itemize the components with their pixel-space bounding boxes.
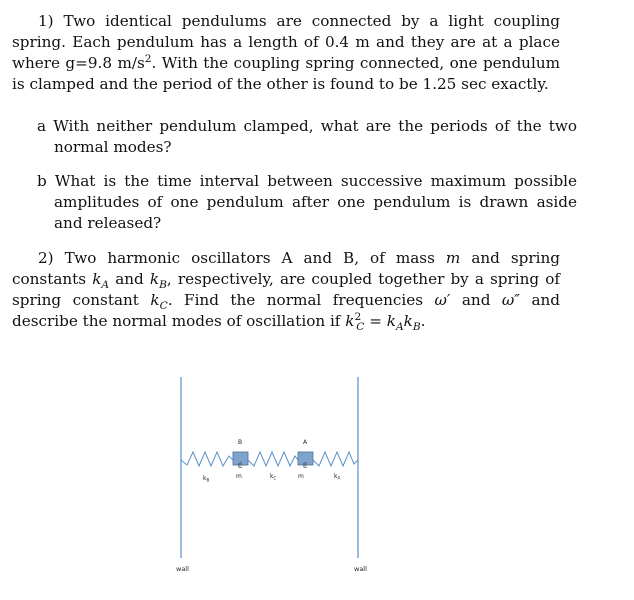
part-a-text: With neither pendulum clamped, what are the periods of the two normal modes?	[53, 117, 577, 156]
sub-C: C	[356, 320, 365, 334]
k-symbol: k	[92, 270, 102, 288]
coupled-oscillator-figure	[150, 370, 390, 590]
problem-1-number: 1)	[38, 12, 54, 30]
k-symbol: k	[403, 312, 413, 330]
and-word: and	[115, 270, 144, 288]
problem-2-number: 2)	[38, 249, 54, 267]
problem-2-text-3: , respectively, are coupled together by a spring of spring constant	[12, 270, 561, 309]
period: .	[420, 312, 426, 330]
spring-middle-label	[270, 473, 276, 481]
mass-B-below: m	[236, 473, 242, 480]
spring-right-sub: A	[337, 475, 341, 481]
figure-svg	[150, 370, 390, 590]
label-B: B	[238, 439, 243, 446]
part-b-text: What is the time interval between successive maximum possible amplitudes of one pendulum after one pendulum is drawn aside and released?	[54, 172, 578, 232]
mass-B-symbol: m	[237, 462, 244, 468]
k-symbol: k	[345, 312, 355, 330]
sub-B: B	[159, 278, 167, 292]
spring-left-k: k	[203, 475, 207, 482]
wall-right-label: wall	[354, 565, 367, 573]
problem-1-text-a: Two identical pendulums are connected by a light coupling spring. Each pendulum has a length of 0.4 m and they are at a place where g=9.8 m/s	[12, 12, 561, 72]
sub-C: C	[159, 299, 168, 313]
label-A: A	[303, 439, 308, 446]
problem-2-statement	[12, 248, 560, 332]
spring-middle-sub: C	[273, 475, 277, 481]
mass-symbol: m	[445, 249, 461, 267]
sub-B: B	[412, 320, 421, 334]
problem-2-text-2: and spring constants	[12, 249, 561, 288]
mass-A-below: m	[298, 473, 304, 480]
spring-middle-k: k	[270, 473, 274, 480]
problem-1-statement	[12, 11, 560, 95]
problem-1-text-b: . With the coupling spring connected, one pendulum is clamped and the period of the other is found to be 1.25 sec exactly.	[12, 54, 560, 93]
equals-sign: =	[369, 312, 382, 330]
problem-2-text-4: . Find the normal frequencies	[167, 291, 424, 309]
squared: 2	[354, 309, 362, 323]
k-symbol: k	[386, 312, 396, 330]
problem-1-part-b	[37, 171, 577, 234]
exponent: 2	[144, 51, 152, 65]
and-word: and	[461, 291, 491, 309]
omega-double-prime: ω″	[501, 291, 520, 309]
part-b-label: b	[37, 172, 47, 190]
sub-A: A	[101, 278, 110, 292]
k-symbol: k	[149, 270, 160, 288]
sub-A: A	[395, 320, 404, 334]
problem-2-text-5: and describe the normal modes of oscillation if	[12, 291, 561, 330]
spring-right-label	[334, 473, 340, 481]
spring-middle	[248, 452, 298, 466]
problem-2-text-1: Two harmonic oscillators A and B, of mass	[64, 249, 435, 267]
problem-1-part-a	[37, 116, 577, 158]
spring-right-k: k	[334, 473, 338, 480]
spring-left	[181, 452, 233, 466]
spring-right	[313, 452, 358, 466]
mass-A-symbol: m	[302, 462, 309, 468]
spring-left-label	[203, 475, 209, 483]
omega-prime: ω′	[434, 291, 451, 309]
spring-left-sub: B	[206, 477, 210, 483]
wall-left-label: wall	[176, 565, 189, 573]
part-a-label: a	[37, 117, 47, 135]
k-symbol: k	[150, 291, 160, 309]
